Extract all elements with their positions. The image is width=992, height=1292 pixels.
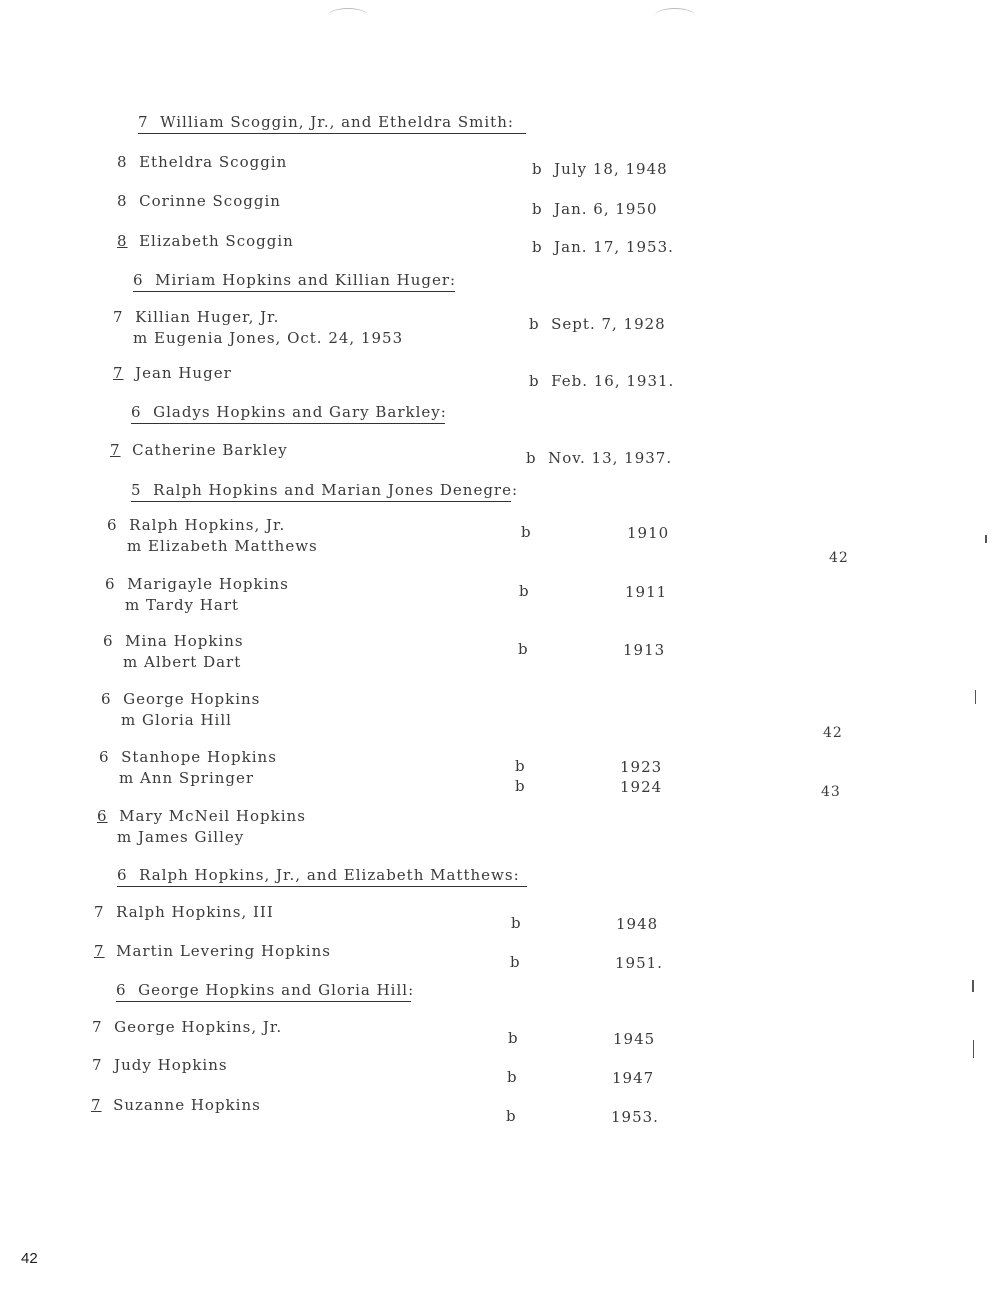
heading-text: George Hopkins and Gloria Hill: <box>138 981 415 999</box>
generation-number: 8 <box>117 192 128 210</box>
generation-number: 7 <box>113 364 124 382</box>
birth-year: 1923 <box>620 758 663 776</box>
heading-text: Miriam Hopkins and Killian Huger: <box>155 271 457 289</box>
family-heading <box>117 866 527 887</box>
person-name: Judy Hopkins <box>114 1056 228 1074</box>
birth-marker: b <box>506 1107 517 1125</box>
birth-marker: b <box>532 160 543 178</box>
generation-number: 6 <box>117 866 128 884</box>
birth-year: 1948 <box>616 915 659 933</box>
scan-mark <box>972 980 974 992</box>
birth-marker: b <box>507 1068 518 1086</box>
person-name: Suzanne Hopkins <box>113 1096 261 1114</box>
birth-date <box>529 315 666 333</box>
birth-date <box>529 372 674 390</box>
generation-number: 8 <box>117 153 128 171</box>
margin-reference: 43 <box>821 784 841 800</box>
birth-marker: b <box>515 777 526 795</box>
date-text: Nov. 13, 1937. <box>548 449 673 467</box>
birth-year: 1953. <box>611 1108 659 1126</box>
birth-marker: b <box>515 757 526 775</box>
family-heading <box>138 113 526 134</box>
birth-year: 1911 <box>625 583 668 601</box>
entry-row <box>103 631 244 673</box>
scan-mark <box>973 1040 974 1058</box>
entry-row <box>105 574 289 616</box>
person-name: Killian Huger, Jr. <box>135 308 280 326</box>
scan-mark <box>975 690 976 704</box>
generation-number: 6 <box>105 575 116 593</box>
heading-text: Ralph Hopkins, Jr., and Elizabeth Matthews: <box>139 866 520 884</box>
entry-row <box>113 364 232 382</box>
entry-row <box>91 1096 261 1114</box>
birth-date <box>532 200 658 218</box>
spouse-line: m Tardy Hart <box>125 596 240 614</box>
birth-marker: b <box>532 200 543 218</box>
family-heading <box>116 981 415 1002</box>
entry-row <box>101 689 260 731</box>
entry-row <box>117 232 294 250</box>
generation-number: 6 <box>97 807 108 825</box>
generation-number: 8 <box>117 232 128 250</box>
entry-row <box>117 192 281 210</box>
entry-row <box>97 806 306 848</box>
person-name: Marigayle Hopkins <box>127 575 289 593</box>
person-name: George Hopkins, Jr. <box>114 1018 283 1036</box>
birth-marker: b <box>529 372 540 390</box>
generation-number: 6 <box>107 516 118 534</box>
scan-mark <box>985 535 987 543</box>
birth-year: 1947 <box>612 1069 655 1087</box>
heading-text: William Scoggin, Jr., and Etheldra Smith: <box>160 113 514 131</box>
entry-row <box>110 441 288 459</box>
birth-marker: b <box>511 914 522 932</box>
birth-year: 1910 <box>627 524 670 542</box>
generation-number: 6 <box>103 632 114 650</box>
family-heading <box>131 403 445 424</box>
person-name: Martin Levering Hopkins <box>116 942 331 960</box>
birth-marker: b <box>532 238 543 256</box>
entry-row <box>107 515 318 557</box>
family-heading <box>131 481 519 502</box>
birth-marker: b <box>510 953 521 971</box>
spouse-line: m Ann Springer <box>119 769 255 787</box>
entry-row <box>117 153 287 171</box>
birth-date <box>532 238 674 256</box>
birth-year: 1913 <box>623 641 666 659</box>
date-text: Sept. 7, 1928 <box>551 315 666 333</box>
person-name: Corinne Scoggin <box>139 192 281 210</box>
entry-row <box>94 903 274 921</box>
generation-number: 6 <box>131 403 142 421</box>
heading-text: Ralph Hopkins and Marian Jones Denegre: <box>153 481 519 499</box>
person-name: Jean Huger <box>135 364 232 382</box>
punch-hole-mark <box>655 8 695 23</box>
punch-hole-mark <box>328 8 368 23</box>
generation-number: 7 <box>113 308 124 326</box>
person-name: Elizabeth Scoggin <box>139 232 294 250</box>
generation-number: 7 <box>110 441 121 459</box>
person-name: Catherine Barkley <box>132 441 288 459</box>
person-name: Mina Hopkins <box>125 632 244 650</box>
generation-number: 7 <box>92 1056 103 1074</box>
entry-row <box>92 1056 228 1074</box>
person-name: George Hopkins <box>123 690 261 708</box>
generation-number: 6 <box>101 690 112 708</box>
page-number: 42 <box>21 1250 38 1267</box>
generation-number: 7 <box>94 903 105 921</box>
birth-year: 1945 <box>613 1030 656 1048</box>
generation-number: 7 <box>138 113 149 131</box>
date-text: Jan. 6, 1950 <box>554 200 658 218</box>
spouse-line: m Elizabeth Matthews <box>127 537 318 555</box>
spouse-line: m Eugenia Jones, Oct. 24, 1953 <box>133 329 404 347</box>
birth-marker: b <box>529 315 540 333</box>
spouse-line: m Albert Dart <box>123 653 242 671</box>
birth-marker: b <box>519 582 530 600</box>
date-text: Jan. 17, 1953. <box>554 238 674 256</box>
person-name: Mary McNeil Hopkins <box>119 807 306 825</box>
heading-text: Gladys Hopkins and Gary Barkley: <box>153 403 447 421</box>
generation-number: 7 <box>92 1018 103 1036</box>
birth-marker: b <box>508 1029 519 1047</box>
person-name: Stanhope Hopkins <box>121 748 277 766</box>
generation-number: 6 <box>116 981 127 999</box>
margin-reference: 42 <box>823 725 843 741</box>
birth-year: 1924 <box>620 778 663 796</box>
generation-number: 5 <box>131 481 142 499</box>
margin-reference: 42 <box>829 550 849 566</box>
generation-number: 7 <box>91 1096 102 1114</box>
entry-row <box>113 307 403 349</box>
generation-number: 6 <box>99 748 110 766</box>
birth-marker: b <box>521 523 532 541</box>
generation-number: 7 <box>94 942 105 960</box>
entry-row <box>92 1018 282 1036</box>
birth-marker: b <box>518 640 529 658</box>
person-name: Etheldra Scoggin <box>139 153 288 171</box>
birth-date <box>532 160 668 178</box>
birth-marker: b <box>526 449 537 467</box>
entry-row <box>94 942 331 960</box>
person-name: Ralph Hopkins, III <box>116 903 274 921</box>
spouse-line: m James Gilley <box>117 828 245 846</box>
entry-row <box>99 747 277 789</box>
family-heading <box>133 271 455 292</box>
generation-number: 6 <box>133 271 144 289</box>
person-name: Ralph Hopkins, Jr. <box>129 516 286 534</box>
birth-year: 1951. <box>615 954 663 972</box>
spouse-line: m Gloria Hill <box>121 711 232 729</box>
date-text: July 18, 1948 <box>554 160 668 178</box>
birth-date <box>526 449 672 467</box>
date-text: Feb. 16, 1931. <box>551 372 675 390</box>
